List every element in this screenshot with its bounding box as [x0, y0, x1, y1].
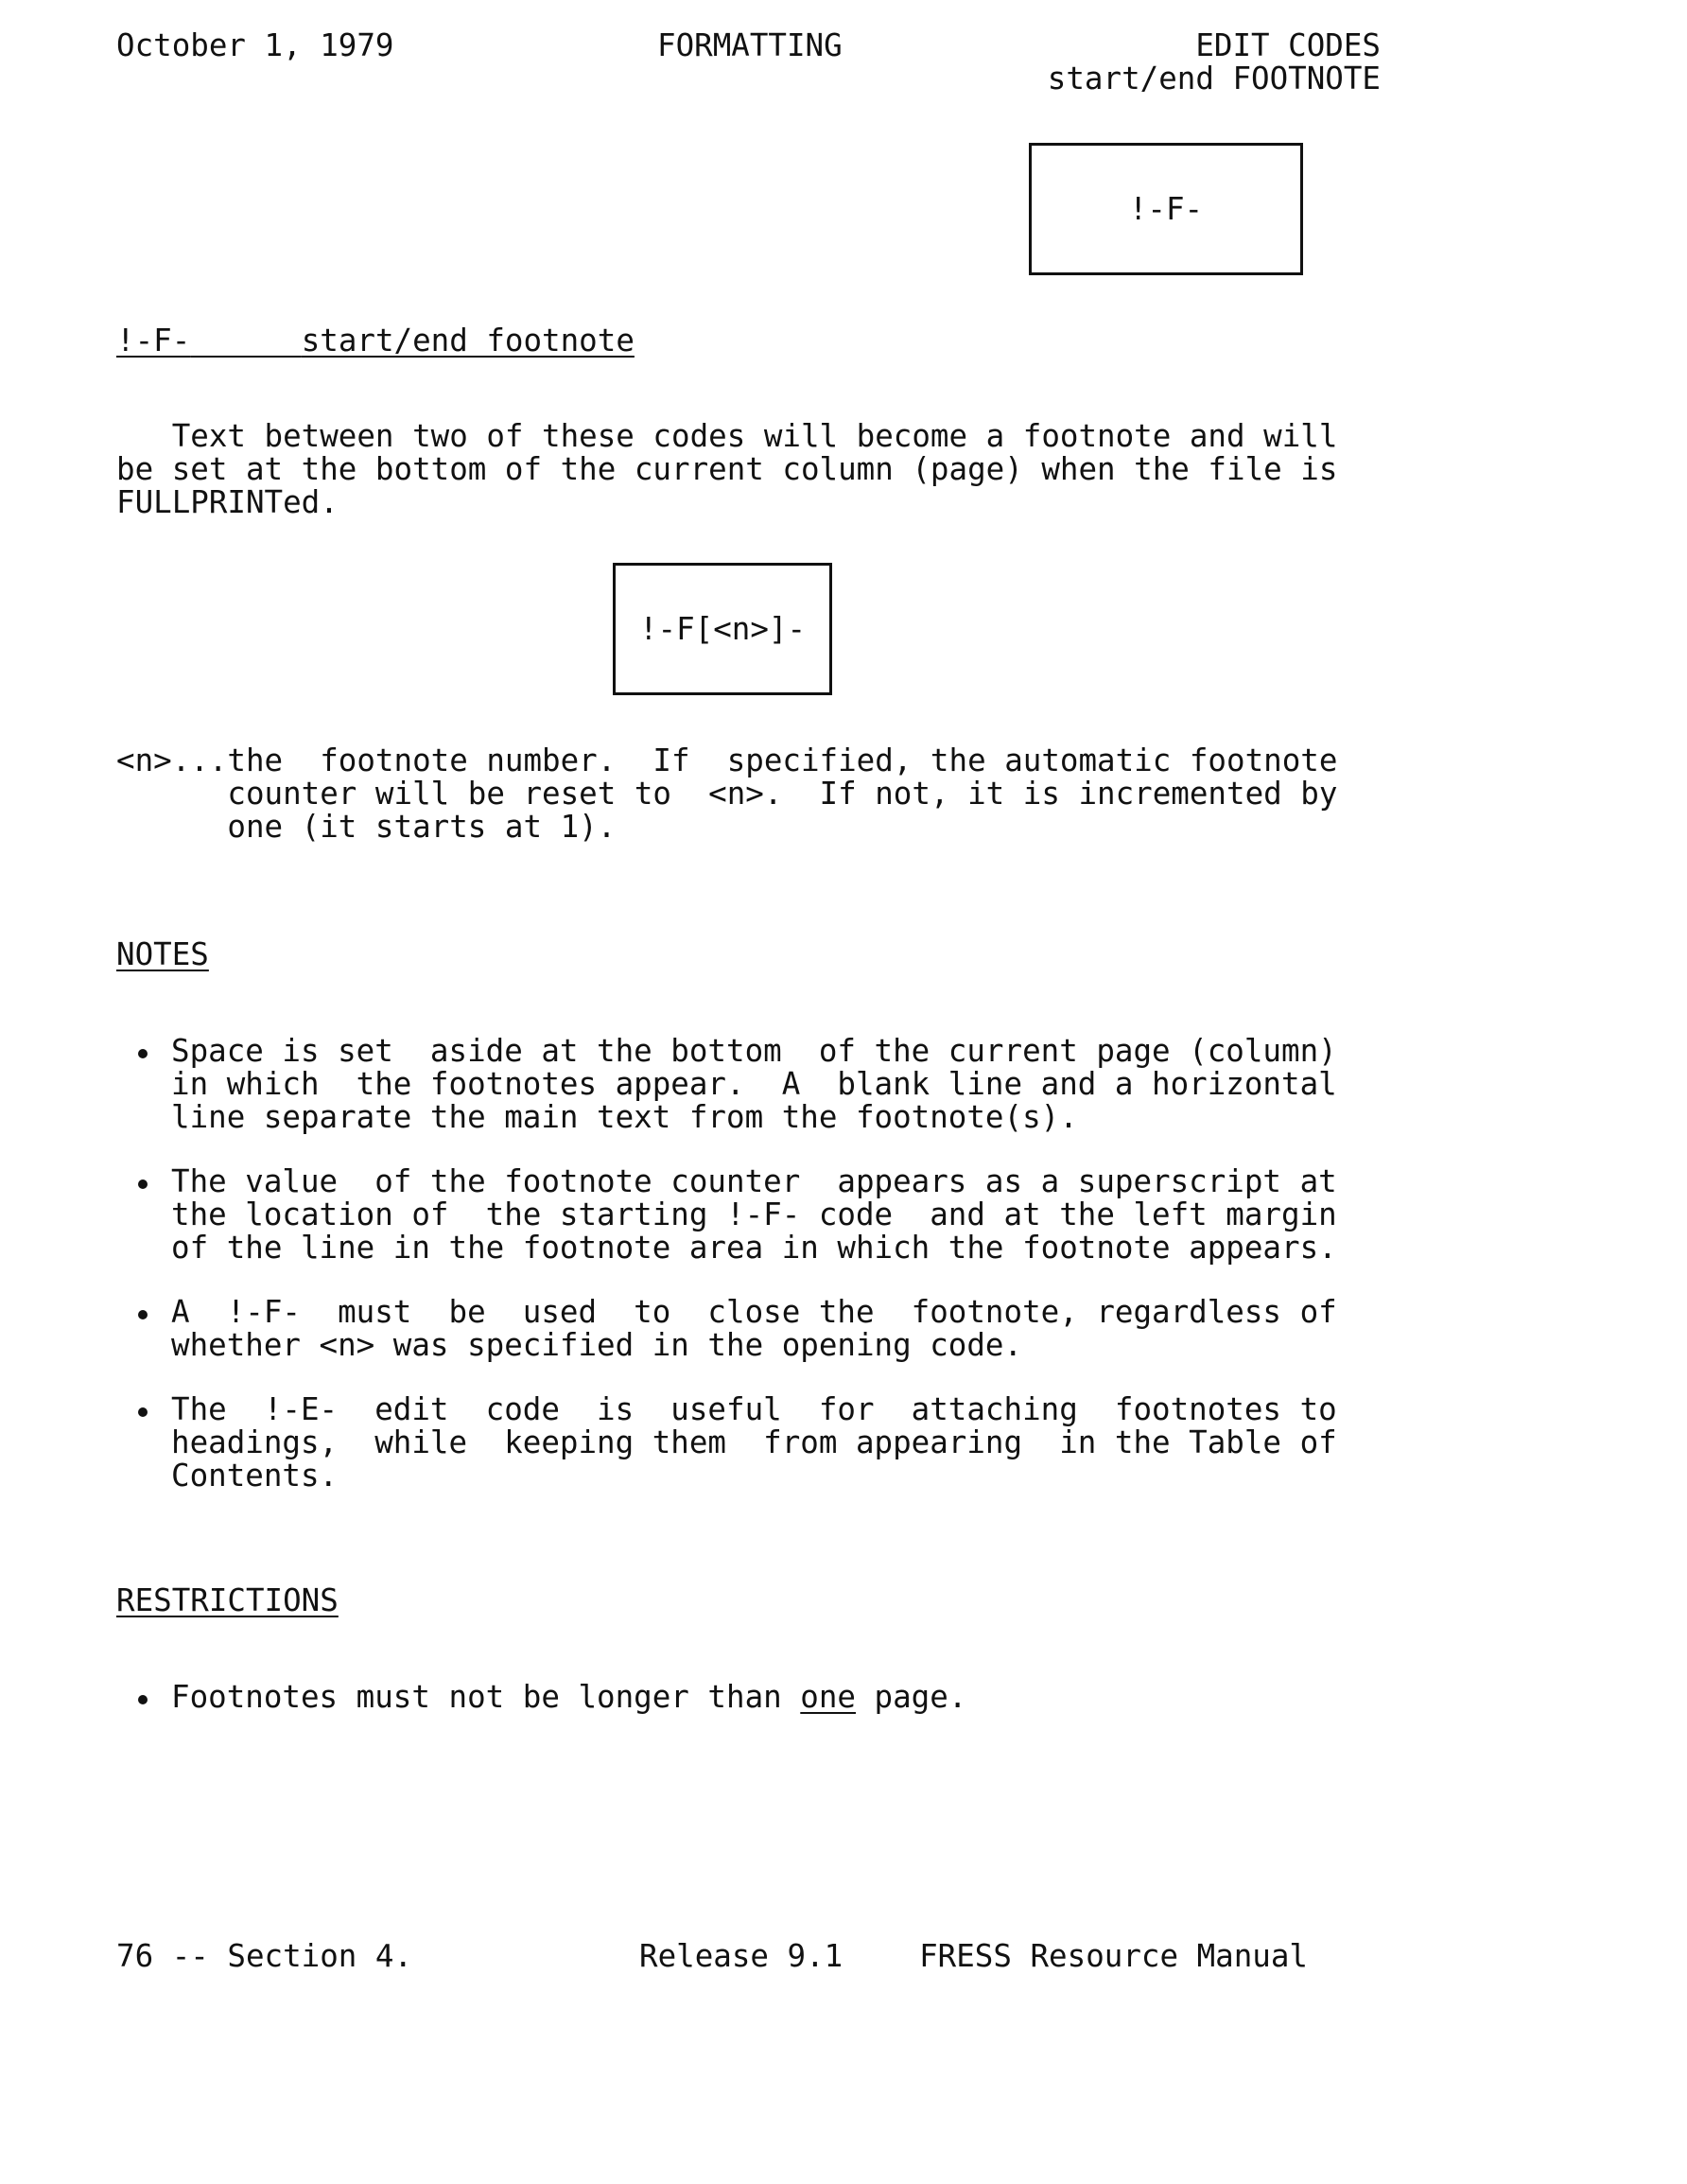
parameter-line: <n>...the footnote number. If specified, the automatic footnote: [116, 743, 1338, 778]
notes-list: [116, 1035, 1336, 1493]
code-box-syntax-label: !-F[<n>]-: [638, 610, 807, 647]
footer-manual: FRESS Resource Manual: [919, 1938, 1308, 1974]
list-item: A !-F- must be used to close the footnote, regardless of whether <n> was specified in the opening code.: [116, 1296, 1336, 1362]
heading-code: !-F-: [116, 323, 191, 358]
heading-title: start/end footnote: [301, 323, 635, 358]
restrictions-title: RESTRICTIONS: [116, 1582, 339, 1618]
parameter-line: counter will be reset to <n>. If not, it is incremented by: [116, 776, 1338, 812]
list-item: Footnotes must not be longer than one page.: [116, 1681, 1336, 1714]
section-heading: [116, 324, 635, 358]
code-box-footnote: [1029, 143, 1303, 275]
parameter-line: one (it starts at 1).: [116, 809, 617, 845]
intro-line: FULLPRINTed.: [116, 484, 339, 520]
intro-line: be set at the bottom of the current column (page) when the file is: [116, 451, 1338, 487]
footer-release: Release 9.1: [639, 1938, 844, 1974]
header-topic: start/end FOOTNOTE: [1047, 61, 1381, 96]
emphasis-one: one: [800, 1679, 856, 1715]
code-box-footnote-label: !-F-: [1128, 190, 1204, 227]
intro-paragraph: [116, 420, 1337, 519]
header-date: October 1, 1979: [116, 27, 394, 63]
footer-page: 76 -- Section 4.: [116, 1938, 413, 1974]
header-category: EDIT CODES: [1195, 27, 1381, 63]
parameter-description: [116, 744, 1337, 844]
restrictions-list: [116, 1681, 1336, 1714]
list-item: The value of the footnote counter appears as a superscript at the location of the starting !-F- code and at the left margin of the line in the footnote area in which the footnote appears.: [116, 1165, 1336, 1265]
notes-title: NOTES: [116, 936, 209, 972]
list-item: The !-E- edit code is useful for attaching footnotes to headings, while keeping them from appearing in the Table of Contents.: [116, 1393, 1336, 1493]
header-section: FORMATTING: [657, 27, 843, 63]
intro-line: Text between two of these codes will become a footnote and will: [116, 418, 1338, 454]
code-box-syntax: [613, 563, 832, 695]
list-item: Space is set aside at the bottom of the current page (column) in which the footnotes appear. A blank line and a horizontal line separate the main text from the footnote(s).: [116, 1035, 1336, 1134]
